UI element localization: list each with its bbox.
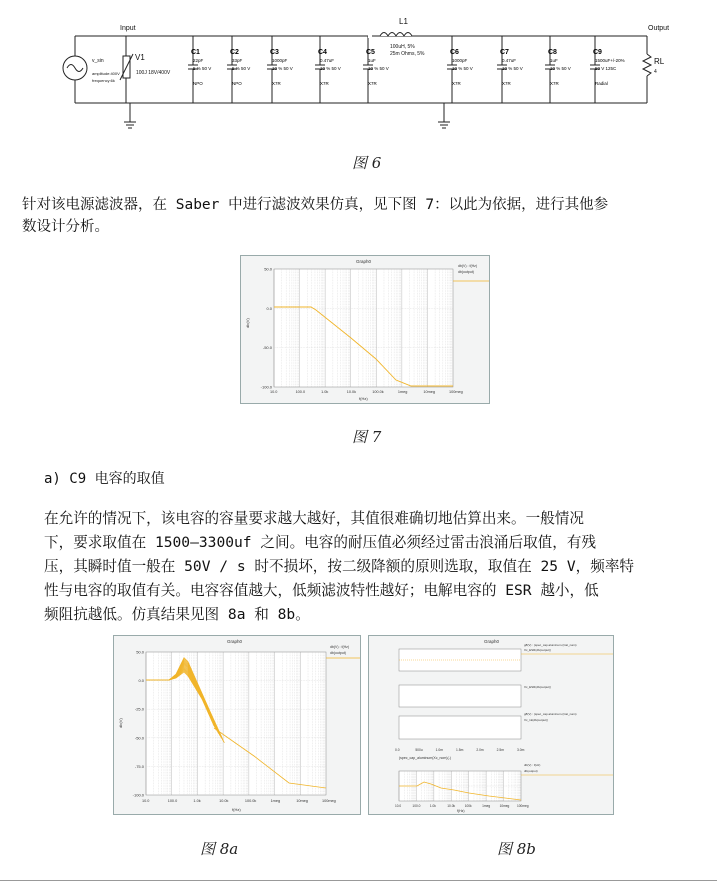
page-bottom-rule — [0, 880, 717, 881]
x-tick-label: 1.0m — [435, 748, 444, 752]
x-tick-label: 3.0m — [517, 748, 525, 752]
fig7-caption: 图 7 — [352, 428, 382, 446]
fig8b-bottom-xlabel: f(Hz) — [457, 809, 465, 813]
x-tick-label: 1meg — [270, 799, 281, 803]
fig7-plot — [240, 255, 490, 404]
x-tick-label: 100meg — [322, 799, 336, 803]
y-tick-label: -50.0 — [262, 345, 272, 351]
fig8b-panel1-sub: Xc_ESR(db(output)) — [524, 648, 552, 652]
rl-name: RL — [654, 57, 665, 66]
fig8a-legend-2: db(output) — [330, 651, 346, 655]
x-tick-label: 10.0k — [219, 799, 229, 803]
x-tick-label: 100.0k — [244, 799, 257, 803]
inductor-name: L1 — [399, 18, 408, 26]
capacitor-tolerance: 10 % 50 V — [502, 66, 523, 71]
x-tick-label: 2.0m — [476, 748, 484, 752]
y-tick-label: -25.0 — [134, 706, 144, 712]
capacitor-value: 1000pF — [452, 58, 468, 63]
x-tick-label: 10.0k — [346, 390, 357, 394]
x-tick-label: 1meg — [397, 390, 408, 394]
x-tick-label: 100.0k — [372, 390, 384, 394]
fig8b-panel1-legend: g8(V) : (spec_cap.aluminum.(Cat_nam) — [524, 643, 577, 647]
x-tick-label: 1.0k — [193, 799, 201, 803]
capacitor-c2 — [227, 36, 250, 103]
capacitor-tolerance: 10 % 50 V — [550, 66, 571, 71]
capacitor-tolerance: 10 % 50 V — [272, 66, 293, 71]
y-tick-label: 0.0 — [138, 678, 144, 684]
x-tick-label: 10meg — [423, 390, 436, 394]
capacitor-type: X7R — [272, 81, 281, 86]
capacitor-name: C6 — [450, 49, 459, 56]
fig8a-title: Graph0 — [227, 639, 243, 644]
capacitor-name: C9 — [593, 49, 602, 56]
y-tick-label: 0.0 — [266, 305, 272, 311]
v1-name: V1 — [135, 53, 145, 62]
x-tick-label: 1.0k — [321, 390, 329, 394]
capacitor-tolerance: 10 % 50 V — [452, 66, 473, 71]
fig7-legend-2: db(output) — [458, 270, 474, 274]
fig7-legend-1: db(V) : f(Hz) — [458, 264, 478, 268]
x-tick-label: 1.0k — [429, 804, 436, 808]
y-tick-label: -100.0 — [260, 384, 272, 390]
x-tick-label: 100meg — [449, 390, 463, 394]
x-tick-label: 10meg — [499, 804, 510, 808]
capacitor-type: X7R — [320, 81, 329, 86]
x-tick-label: 100.0 — [412, 804, 421, 808]
fig8a-svg — [114, 636, 360, 814]
y-tick-label: -50.0 — [134, 735, 144, 741]
capacitor-c5 — [363, 36, 389, 103]
y-tick-label: -100.0 — [132, 792, 144, 798]
capacitor-value: 0.47uF — [320, 58, 335, 63]
v1-value: 100J 18V/400V — [136, 70, 171, 76]
fig8b-xaxis-label: (spec_cap_aluminum(Xc_nom)(-) — [399, 756, 451, 760]
capacitor-tolerance: 10 % 50 V — [320, 66, 341, 71]
fig8a-ylabel: db(V) — [118, 718, 123, 728]
body-line: 在允许的情况下，该电容的容量要求越大越好，其值很难确切地估算出来。一般情况 — [44, 510, 584, 527]
capacitor-value: 1000pF — [272, 58, 288, 63]
fig8b-panel3-legend: g8(V) : (spec_cap.aluminum.(Cat_nam) — [524, 712, 577, 716]
capacitor-c9 — [590, 36, 625, 103]
x-tick-label: 100k — [464, 804, 472, 808]
capacitor-type: Radial — [595, 81, 608, 86]
x-tick-label: 500u — [415, 748, 423, 752]
capacitor-name: C3 — [270, 49, 279, 56]
fig8a-caption: 图 8a — [200, 840, 239, 858]
x-tick-label: 100meg — [517, 804, 529, 808]
intro-line-1: 针对该电源滤波器，在 Saber 中进行滤波效果仿真，见下图 7：以此为依据，进行其他参 — [22, 197, 609, 213]
x-tick-label: 100.0 — [295, 390, 306, 394]
capacitor-type: X7R — [368, 81, 377, 86]
capacitor-name: C7 — [500, 49, 509, 56]
capacitor-type: X7R — [502, 81, 511, 86]
output-label: Output — [648, 25, 670, 32]
capacitor-type: NPO — [232, 81, 242, 86]
intro-line-2: 数设计分析。 — [22, 219, 109, 235]
capacitor-value: 0.47uF — [502, 58, 517, 63]
fig7-title: Graph0 — [356, 259, 372, 264]
inductor-line1: 100uH, 5% — [390, 44, 415, 50]
fig7-svg — [241, 256, 489, 403]
capacitor-type: X7R — [452, 81, 461, 86]
section-heading: a) C9 电容的取值 — [44, 471, 165, 487]
fig8a-plot — [113, 635, 361, 815]
fig8b-plot — [368, 635, 614, 815]
x-tick-label: 10.0 — [395, 804, 402, 808]
x-tick-label: 1meg — [482, 804, 491, 808]
x-tick-label: 10.0k — [447, 804, 456, 808]
fig8a-legend-1: db(V) : f(Hz) — [330, 645, 350, 649]
fig8b-bottom-legend-2: db(output) — [524, 769, 538, 773]
capacitor-c7 — [497, 36, 523, 103]
capacitor-value: 1uF — [368, 58, 376, 63]
y-tick-label: 50.0 — [136, 649, 144, 655]
capacitor-value: 22pF — [193, 58, 204, 63]
fig6-caption: 图 6 — [352, 154, 382, 172]
capacitor-type: X7R — [550, 81, 559, 86]
capacitor-tolerance: 5 % 50 V — [232, 66, 251, 71]
fig8b-caption: 图 8b — [497, 840, 536, 858]
fig7-xlabel: f(Hz) — [359, 396, 368, 401]
source-frequency: frequency:6k — [92, 78, 115, 83]
inductor-line2: 25m Ohms, 5% — [390, 51, 425, 57]
capacitor-tolerance: 10 % 50 V — [368, 66, 389, 71]
x-tick-label: 0.0 — [395, 748, 400, 752]
x-tick-label: 10.0 — [270, 390, 278, 394]
filter-schematic — [50, 18, 690, 133]
fig8b-title: Graph0 — [484, 639, 500, 644]
fig8b-svg — [369, 636, 613, 814]
x-tick-label: 1.5m — [456, 748, 464, 752]
capacitor-name: C5 — [366, 49, 375, 56]
capacitor-c4 — [315, 36, 341, 103]
fig7-ylabel: db(V) — [245, 318, 250, 328]
input-label: Input — [120, 25, 136, 32]
capacitor-value: 33pF — [232, 58, 243, 63]
capacitor-c3 — [267, 36, 293, 103]
y-tick-label: -75.0 — [134, 763, 144, 769]
fig8b-panel3-sub: Xc_1k(db(output)) — [524, 718, 549, 722]
body-line: 下，要求取值在 1500—3300uf 之间。电容的耐压值必须经过雷击浪涌后取值，有残 — [44, 534, 597, 551]
source-amplitude: amplitude:400V — [92, 71, 120, 76]
capacitor-c6 — [447, 36, 473, 103]
body-line: 频阻抗越低。仿真结果见图 8a 和 8b。 — [44, 606, 310, 623]
x-tick-label: 10.0 — [142, 799, 150, 803]
capacitor-type: NPO — [193, 81, 203, 86]
capacitor-c8 — [545, 36, 571, 103]
fig8b-bottom-legend-1: db(V) : f(Hz) — [524, 763, 541, 767]
capacitor-name: C8 — [548, 49, 557, 56]
capacitor-value: 1uF — [550, 58, 558, 63]
fig8b-panel2-legend: Xc_ESR(db(output)) — [524, 685, 552, 689]
body-paragraph — [44, 508, 634, 628]
capacitor-value: 1500uF+/-20% — [595, 58, 625, 63]
body-line: 性与电容的取值有关。电容容值越大，低频滤波特性越好；电解电容的 ESR 越小，低 — [44, 582, 599, 599]
body-line: 压，其瞬时值一般在 50V / s 时不损坏，按二级降额的原则选取，取值在 25 V，频率特 — [44, 558, 635, 575]
capacitor-tolerance: 5 % 50 V — [193, 66, 212, 71]
x-tick-label: 10meg — [296, 799, 308, 803]
fig8a-xlabel: f(Hz) — [232, 807, 241, 812]
capacitor-name: C1 — [191, 49, 200, 56]
source-name: v_sin — [92, 58, 104, 64]
capacitor-tolerance: 50 V 125C — [595, 66, 617, 71]
x-tick-label: 2.5m — [496, 748, 505, 752]
capacitor-name: C2 — [230, 49, 239, 56]
rl-value: 4 — [654, 69, 657, 75]
capacitor-c1 — [188, 36, 211, 103]
x-tick-label: 100.0 — [167, 799, 178, 803]
capacitor-name: C4 — [318, 49, 327, 56]
y-tick-label: 50.0 — [264, 266, 272, 272]
